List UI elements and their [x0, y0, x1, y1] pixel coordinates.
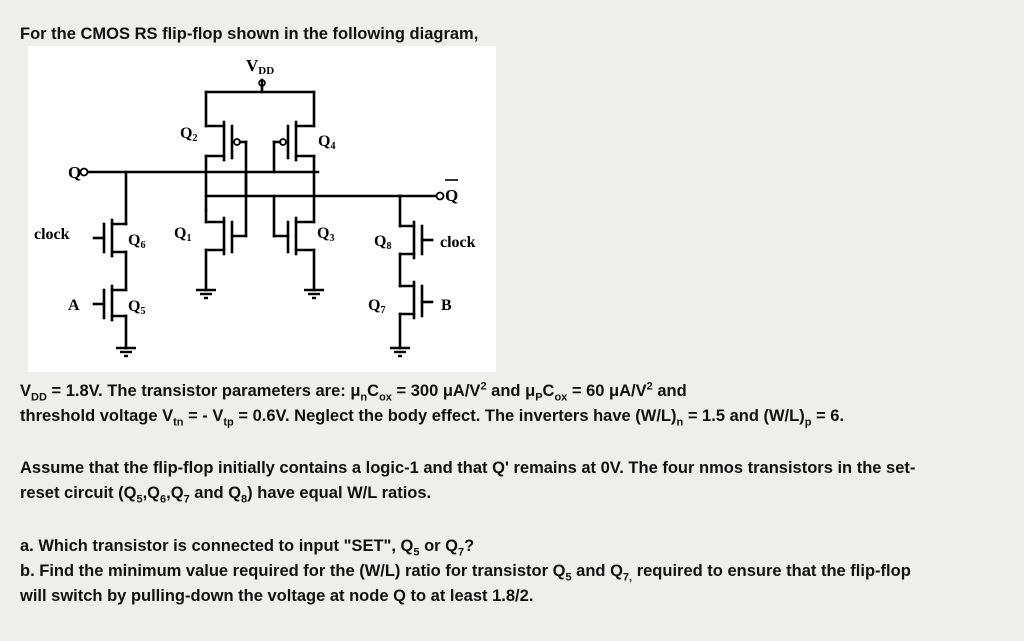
- input-b-label: B: [441, 297, 452, 314]
- assumption-line-1: Assume that the flip-flop initially contains a logic-1 and that Q' remains at 0V. The four nmos transistors in the set-: [20, 459, 916, 477]
- intro-text: For the CMOS RS flip-flop shown in the following diagram,: [20, 25, 479, 43]
- qbar-label: [445, 180, 458, 205]
- clock-left-label: clock: [34, 226, 70, 243]
- clock-right-label: clock: [440, 234, 476, 251]
- q1-label: Q1: [174, 225, 192, 244]
- q8-label: Q8: [374, 233, 392, 252]
- question-a: a. Which transistor is connected to input "SET", $Q_5$ or $Q_7$?: [20, 537, 475, 559]
- q7-label: Q7: [368, 297, 386, 316]
- assumption-line-2: reset circuit ($Q_5,Q_6,Q_7$ and $Q_8$) have equal W/L ratios.: [20, 484, 432, 506]
- cmos-rs-flip-flop-diagram: [28, 46, 496, 372]
- parameters-line-2: threshold voltage $V_{tn}$ = - $V_{tp} = 0.6V$. Neglect the body effect. The inverters have $(W/L)_n = 1.5$ and $(W/L)_p = 6$.: [20, 407, 845, 429]
- parameters-line-1: $V_{DD} = 1.8V$. The transistor parameters are: $\mu_nC_{ox} = 300$ $\mu A/V^2$ and $\mu_PC_{ox} = 60$ $\mu A/V^2$ and: [20, 380, 687, 404]
- q2-label: Q2: [180, 125, 198, 144]
- q6-label: Q6: [128, 232, 146, 251]
- q3-label: Q3: [317, 225, 335, 244]
- q4-label: Q4: [318, 133, 336, 152]
- question-b-line-2: will switch by pulling-down the voltage at node Q to at least 1.8/2.: [20, 587, 534, 605]
- q5-label: Q5: [128, 298, 146, 317]
- vdd-label: VDD: [246, 56, 275, 77]
- q-label: Q: [68, 163, 82, 182]
- question-b: b. Find the minimum value required for the (W/L) ratio for transistor $Q_5$ and $Q_{7,}$ required to ensure that the flip-flop: [20, 562, 911, 584]
- svg-text:Q: Q: [445, 186, 459, 205]
- input-a-label: A: [68, 297, 80, 314]
